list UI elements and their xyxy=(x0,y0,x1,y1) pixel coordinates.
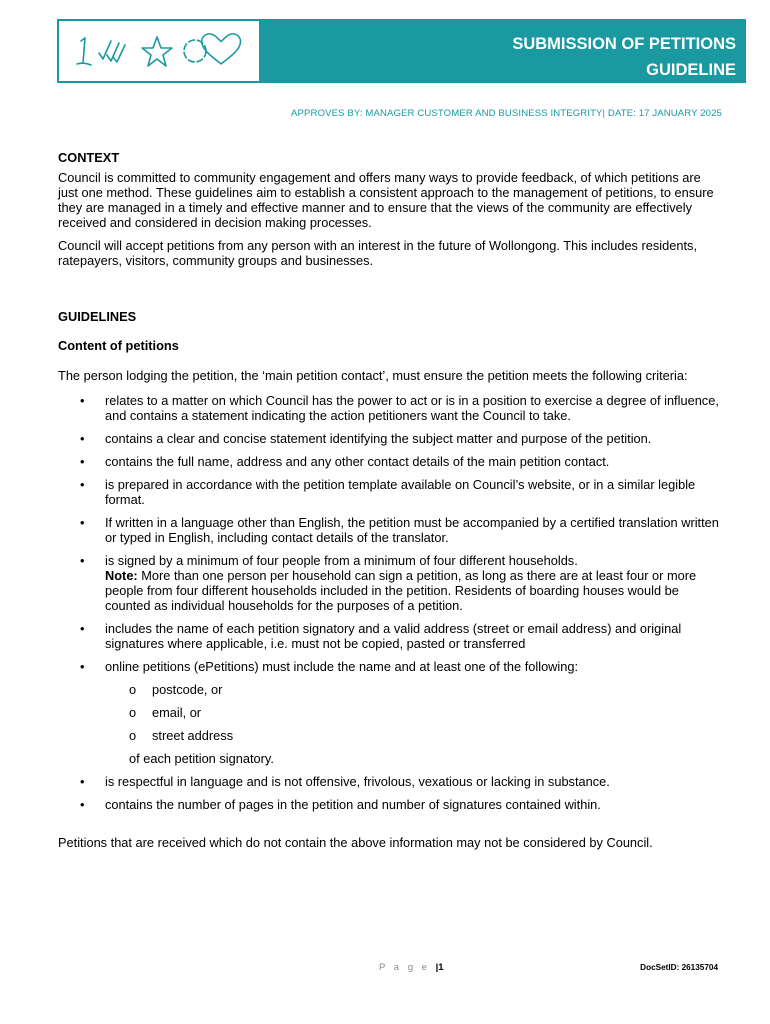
list-item: • If written in a language other than English, the petition must be accompanied by a certified translation written or typed in English, including contact details of the translator. xyxy=(80,515,719,545)
circle-bullet-icon: o xyxy=(129,705,137,720)
list-item: • relates to a matter on which Council has the power to act or is in a position to exercise a degree of influence, and contains a statement indicating the action petitioners want the Council to take. xyxy=(80,393,719,423)
title-line-1: SUBMISSION OF PETITIONS xyxy=(512,35,736,53)
bullet-icon: • xyxy=(80,431,85,446)
document-body xyxy=(58,148,722,850)
content-of-petitions-heading: Content of petitions xyxy=(58,338,179,353)
list-item: • includes the name of each petition signatory and a valid address (street or email address) and original signatures where applicable, i.e. must not be copied, pasted or transferred xyxy=(80,621,682,651)
list-item: • contains the full name, address and any other contact details of the main petition contact. xyxy=(80,454,610,469)
bullet-icon: • xyxy=(80,659,85,674)
bullet-icon: • xyxy=(80,477,85,492)
note-text: More than one person per household can sign a petition, as long as there are at least four or more people from four different households included in the petition. Residents of boarding houses would be counted as individual households for the purposes of a petition. xyxy=(105,568,697,613)
bullet-icon: • xyxy=(80,774,85,789)
logo-icons xyxy=(69,29,249,73)
document-title xyxy=(512,31,736,83)
circle-bullet-icon: o xyxy=(129,682,137,697)
closing-paragraph: Petitions that are received which do not contain the above information may not be considered by Council. xyxy=(58,835,653,850)
list-item: • contains the number of pages in the petition and number of signatures contained within. xyxy=(80,797,601,812)
list-item: • is prepared in accordance with the petition template available on Council’s website, or in a similar legible format. xyxy=(80,477,696,507)
approval-line: APPROVES BY: MANAGER CUSTOMER AND BUSINESS INTEGRITY| DATE: 17 JANUARY 2025 xyxy=(291,108,722,119)
sub-list-item: o street address xyxy=(129,728,234,743)
criteria-list xyxy=(58,393,722,812)
criteria-intro: The person lodging the petition, the ‘main petition contact’, must ensure the petition meets the following criteria: xyxy=(58,368,688,383)
bullet-icon: • xyxy=(80,797,85,812)
logo xyxy=(58,20,260,82)
context-paragraph-2: Council will accept petitions from any person with an interest in the future of Wollongong. This includes residents, ratepayers, visitors, community groups and businesses. xyxy=(58,238,697,268)
bullet-icon: • xyxy=(80,454,85,469)
note-label: Note: xyxy=(105,568,138,583)
page-number: P a g e |1 xyxy=(379,962,444,973)
context-paragraph-1: Council is committed to community engagement and offers many ways to provide feedback, of which petitions are just one method. These guidelines aim to establish a consistent approach to the management of petitions, to ensure they are managed in a timely and effective manner and to ensure that the views of the community are effectively received and considered in decision making processes. xyxy=(58,170,714,230)
title-line-2: GUIDELINE xyxy=(646,61,736,79)
header-banner xyxy=(57,19,746,83)
circle-bullet-icon: o xyxy=(129,728,137,743)
sub-list xyxy=(105,682,722,743)
context-heading: CONTEXT xyxy=(58,150,120,165)
list-item: • is signed by a minimum of four people from a minimum of four different households. Note: More than one person per household can sign a petition, as long as there are at least four or more people from four different households included in the petition. Residents of boarding houses would be counted as individual households for the purposes of a petition. xyxy=(80,553,697,613)
guidelines-heading: GUIDELINES xyxy=(58,309,137,324)
bullet-icon: • xyxy=(80,553,85,568)
sub-list-trailer: of each petition signatory. xyxy=(129,751,274,766)
list-item: • contains a clear and concise statement identifying the subject matter and purpose of the petition. xyxy=(80,431,652,446)
bullet-icon: • xyxy=(80,621,85,636)
list-item: • online petitions (ePetitions) must include the name and at least one of the following: o postcode, or o email, or o street address of each petition signatory. xyxy=(58,659,722,766)
list-item: • is respectful in language and is not offensive, frivolous, vexatious or lacking in substance. xyxy=(80,774,610,789)
bullet-icon: • xyxy=(80,515,85,530)
sub-list-item: o email, or xyxy=(129,705,202,720)
bullet-icon: • xyxy=(80,393,85,408)
sub-list-item: o postcode, or xyxy=(129,682,223,697)
docset-id: DocSetID: 26135704 xyxy=(640,963,718,972)
